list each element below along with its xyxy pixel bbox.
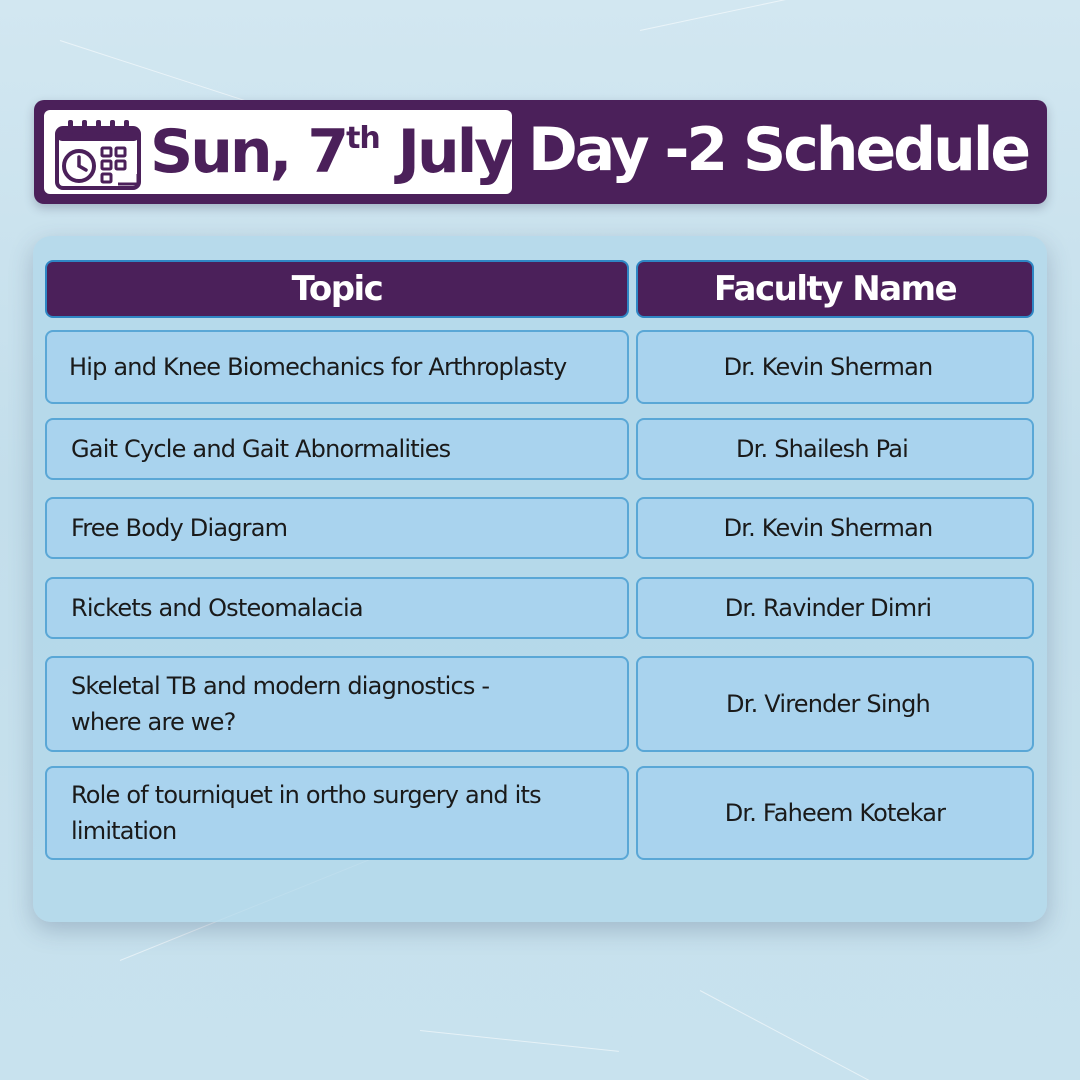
faculty-name: Dr. Shailesh Pai (736, 435, 908, 463)
topic-text: Rickets and Osteomalacia (71, 594, 363, 622)
topic-cell (45, 497, 629, 559)
topic-cell (45, 418, 629, 480)
topic-cell (45, 656, 629, 752)
topic-cell (45, 330, 629, 404)
topic-text: Hip and Knee Biomechanics for Arthroplasty (69, 353, 567, 381)
background-scratch (700, 990, 912, 1080)
calendar-clock-icon (54, 118, 144, 192)
topic-column-header: Topic (45, 260, 629, 318)
topic-cell (45, 766, 629, 860)
faculty-cell (636, 418, 1034, 480)
schedule-table (33, 236, 1047, 922)
background-scratch (420, 1030, 619, 1052)
schedule-title: Day -2 Schedule (528, 115, 1029, 185)
date-day: Sun, 7 (150, 117, 347, 187)
date-ordinal-suffix: th (346, 121, 380, 156)
background-scratch (640, 0, 855, 31)
faculty-name: Dr. Virender Singh (726, 690, 930, 718)
date-pill (44, 110, 512, 194)
faculty-cell (636, 577, 1034, 639)
event-date (150, 110, 510, 194)
topic-text: Skeletal TB and modern diagnostics - where are we? (71, 672, 490, 736)
faculty-cell (636, 330, 1034, 404)
faculty-cell (636, 766, 1034, 860)
faculty-name: Dr. Kevin Sherman (723, 353, 933, 381)
header-bar (34, 100, 1047, 204)
faculty-name: Dr. Ravinder Dimri (724, 594, 932, 622)
faculty-name: Dr. Faheem Kotekar (724, 799, 946, 827)
topic-cell (45, 577, 629, 639)
faculty-name: Dr. Kevin Sherman (723, 514, 933, 542)
faculty-cell (636, 656, 1034, 752)
faculty-cell (636, 497, 1034, 559)
date-month: July (379, 117, 511, 187)
topic-text: Gait Cycle and Gait Abnormalities (71, 435, 451, 463)
topic-text: Free Body Diagram (71, 514, 288, 542)
topic-text: Role of tourniquet in ortho surgery and its limitation (71, 781, 541, 845)
faculty-column-header: Faculty Name (636, 260, 1034, 318)
